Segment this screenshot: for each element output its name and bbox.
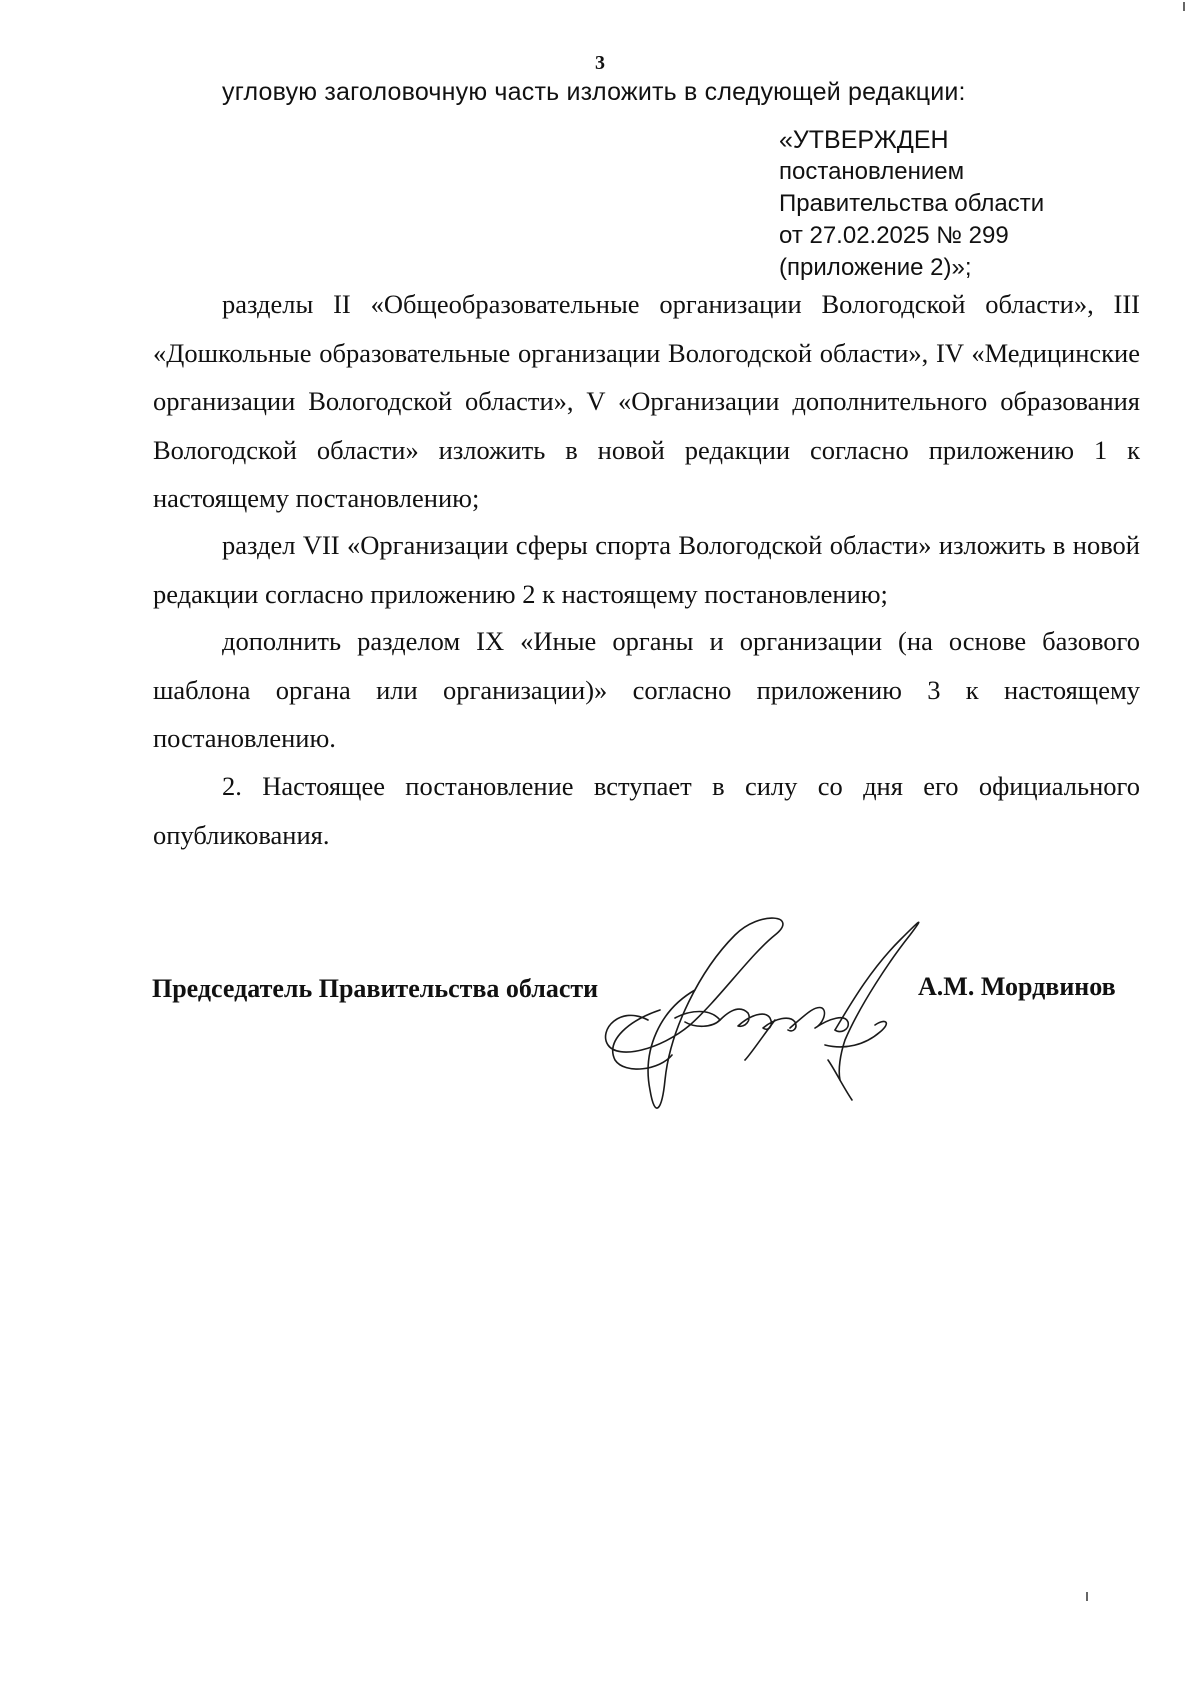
scan-mark xyxy=(1183,2,1185,11)
approval-stamp-line: Правительства области xyxy=(779,190,1045,217)
approval-stamp-line: «УТВЕРЖДЕН xyxy=(779,126,949,154)
paragraph-section-vii: раздел VII «Организации сферы спорта Вологодской области» изложить в новой редакции согласно приложению 2 к настоящему постановлению; xyxy=(153,530,1140,609)
scan-mark xyxy=(1086,1592,1088,1601)
approval-stamp-line: постановлением xyxy=(779,158,965,185)
page-number: 3 xyxy=(595,52,605,74)
intro-line: угловую заголовочную часть изложить в следующей редакции: xyxy=(222,78,966,106)
approval-stamp-line: от 27.02.2025 № 299 xyxy=(779,222,1009,249)
paragraph-effective-date: 2. Настоящее постановление вступает в силу со дня его официального опубликования. xyxy=(153,771,1140,850)
approval-stamp xyxy=(779,124,1044,284)
approval-stamp-line: (приложение 2)»; xyxy=(779,254,972,281)
signatory-name: А.М. Мордвинов xyxy=(918,972,1116,1001)
handwritten-signature xyxy=(600,910,940,1120)
signatory-title: Председатель Правительства области xyxy=(152,974,599,1003)
paragraph-sections: разделы II «Общеобразовательные организации Вологодской области», III «Дошкольные образовательные организации Вологодской области», IV «Медицинские организации Вологодской области», V «Организации дополнительного образования Вологодской области» изложить в новой редакции согласно приложению 1 к настоящему постановлению; xyxy=(153,289,1140,513)
paragraph-section-ix: дополнить разделом IX «Иные органы и организации (на основе базового шаблона органа или организации)» согласно приложению 3 к настоящему постановлению. xyxy=(153,626,1140,753)
